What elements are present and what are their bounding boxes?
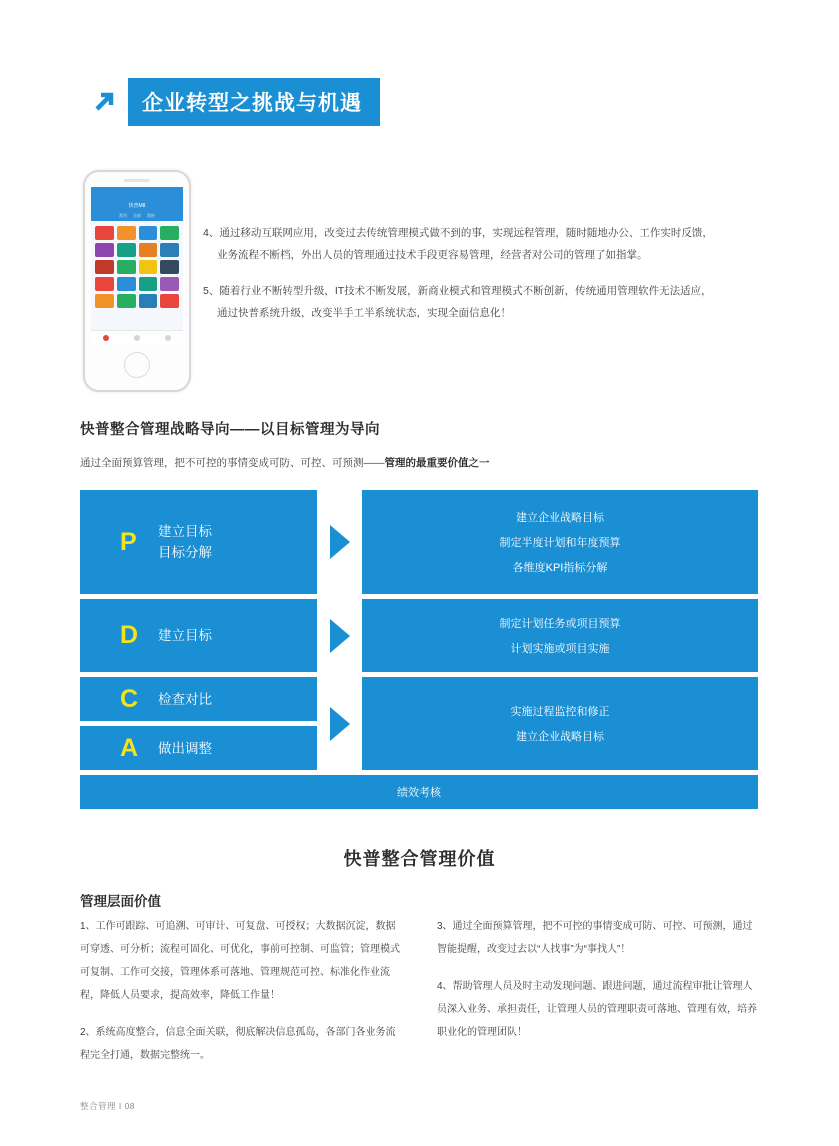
pdca-left-d: [80, 599, 317, 672]
intro-item-1: [203, 222, 763, 266]
pdca-right-p-item-1: 建立企业战略目标: [516, 512, 604, 524]
pdca-letter-p: P: [120, 527, 137, 556]
value-columns: [80, 915, 758, 1081]
pdca-arrow-d: [317, 599, 362, 672]
strategy-section-title: 快普整合管理战略导向——以目标管理为导向: [80, 422, 380, 438]
dock-home-icon[interactable]: [103, 335, 109, 341]
phone-app-icon[interactable]: [160, 294, 179, 308]
pdca-right-d-item-2: 计划实施或项目实施: [510, 643, 610, 655]
pdca-row-d: [80, 599, 758, 672]
phone-dock: [91, 330, 183, 345]
phone-app-icon[interactable]: [139, 260, 158, 274]
intro-item-2: [203, 280, 763, 324]
phone-tabs: [91, 211, 183, 221]
pdca-footer-bar: 绩效考核: [80, 775, 758, 809]
pdca-right-p-item-3: 各维度KPI指标分解: [512, 562, 608, 574]
pdca-label-p-line1: 建立目标: [158, 524, 212, 539]
pdca-label-d: 建立目标: [158, 628, 212, 643]
phone-mockup: [83, 170, 191, 392]
phone-app-icon[interactable]: [95, 260, 114, 274]
pdca-right-ca-item-2: 建立企业战略目标: [516, 731, 604, 743]
phone-app-title: 快普M8: [91, 187, 183, 211]
pdca-label-p-line2: 目标分解: [158, 545, 212, 560]
pdca-letter-d: D: [120, 621, 139, 649]
phone-tab-1[interactable]: 全部: [133, 213, 141, 218]
value-left-item-2: 2、系统高度整合，信息全面关联，彻底解决信息孤岛，各部门各业务流程完全打通，数据完整统一。: [80, 1027, 396, 1061]
pdca-arrow-p: [317, 490, 362, 594]
pdca-left-c: [80, 677, 317, 721]
phone-app-icon[interactable]: [117, 243, 136, 257]
phone-tab-0[interactable]: 常用: [119, 213, 127, 218]
pdca-right-p: [362, 490, 758, 594]
pdca-letter-a: A: [120, 733, 139, 762]
strategy-subtitle-prefix: 通过全面预算管理，把不可控的事情变成可防、可控、可预测——: [80, 457, 385, 469]
value-right-column: [437, 915, 758, 1081]
phone-app-icon[interactable]: [95, 226, 114, 240]
phone-app-icon[interactable]: [95, 294, 114, 308]
value-section-subtitle: 管理层面价值: [80, 894, 161, 909]
intro-item-2-line2: 通过快普系统升级，改变半手工半系统状态，实现全面信息化！: [217, 307, 511, 319]
phone-app-icon[interactable]: [160, 277, 179, 291]
phone-app-grid: [91, 221, 183, 313]
phone-home-button[interactable]: [124, 352, 150, 378]
pdca-diagram: [80, 490, 758, 809]
phone-app-icon[interactable]: [95, 277, 114, 291]
value-section-title: 快普整合管理价值: [343, 849, 496, 869]
intro-item-2-line1: 5、随着行业不断转型升级，IT技术不断发展，新商业模式和管理模式不断创新，传统通用管理软件无法适应，: [203, 285, 712, 297]
phone-app-icon[interactable]: [117, 260, 136, 274]
pdca-label-p: [158, 521, 212, 563]
phone-screen: [91, 187, 183, 345]
section-banner: [80, 78, 380, 126]
arrow-up-right-icon: [80, 78, 128, 126]
pdca-label-c: 检查对比: [158, 691, 212, 707]
value-left-item-1: 1、工作可跟踪、可追溯、可审计、可复盘、可授权；大数据沉淀，数据可穿透、可分析；流程可固化、可优化，事前可控制、可监管；管理模式可复制、工作可交接，管理体系可落地、管理规范可控、标准化作业流程，降低人员要求，提高效率，降低工作量！: [80, 921, 400, 1001]
pdca-left-p: [80, 490, 317, 594]
intro-item-1-line2: 业务流程不断档，外出人员的管理通过技术手段更容易管理，经营者对公司的管理了如指掌。: [217, 249, 648, 261]
phone-speaker: [124, 179, 150, 182]
pdca-left-a: [80, 726, 317, 770]
phone-tab-2[interactable]: 我的: [147, 213, 155, 218]
pdca-row-p: [80, 490, 758, 594]
pdca-right-ca: [362, 677, 758, 770]
strategy-subtitle-bold: 管理的最重要价值之一: [384, 457, 490, 469]
phone-app-icon[interactable]: [160, 243, 179, 257]
intro-paragraphs: [203, 222, 763, 338]
pdca-left-stack: [80, 677, 317, 770]
pdca-row-ca: [80, 677, 758, 770]
value-right-item-1: 3、通过全面预算管理，把不可控的事情变成可防、可控、可预测，通过智能提醒，改变过去以“人找事”为“事找人”！: [437, 921, 753, 955]
pdca-right-p-item-2: 制定半度计划和年度预算: [499, 537, 621, 549]
value-right-item-2: 4、帮助管理人员及时主动发现问题、跟进问题，通过流程审批让管理人员深入业务、承担责任，让管理人员的管理职责可落地、管理有效，培养职业化的管理团队！: [437, 981, 757, 1038]
dock-message-icon[interactable]: [134, 335, 140, 341]
phone-app-icon[interactable]: [139, 226, 158, 240]
phone-app-icon[interactable]: [117, 226, 136, 240]
pdca-right-ca-item-1: 实施过程监控和修正: [510, 706, 610, 718]
phone-app-icon[interactable]: [139, 243, 158, 257]
intro-item-1-line1: 4、通过移动互联网应用，改变过去传统管理模式做不到的事，实现远程管理，随时随地办公、工作实时反馈，: [203, 227, 713, 239]
pdca-label-a: 做出调整: [158, 740, 212, 756]
pdca-right-d-item-1: 制定计划任务或项目预算: [499, 618, 621, 630]
banner-title: 企业转型之挑战与机遇: [142, 92, 362, 115]
phone-app-icon[interactable]: [160, 226, 179, 240]
page-footer: 整合管理 I 08: [80, 1101, 136, 1111]
phone-app-icon[interactable]: [95, 243, 114, 257]
phone-app-icon[interactable]: [139, 277, 158, 291]
pdca-letter-c: C: [120, 684, 139, 713]
value-left-column: [80, 915, 401, 1081]
phone-app-icon[interactable]: [117, 277, 136, 291]
phone-app-icon[interactable]: [139, 294, 158, 308]
dock-profile-icon[interactable]: [165, 335, 171, 341]
phone-app-icon[interactable]: [160, 260, 179, 274]
pdca-arrow-ca: [317, 677, 362, 770]
strategy-section-subtitle: [80, 455, 490, 470]
pdca-right-d: [362, 599, 758, 672]
phone-app-icon[interactable]: [117, 294, 136, 308]
